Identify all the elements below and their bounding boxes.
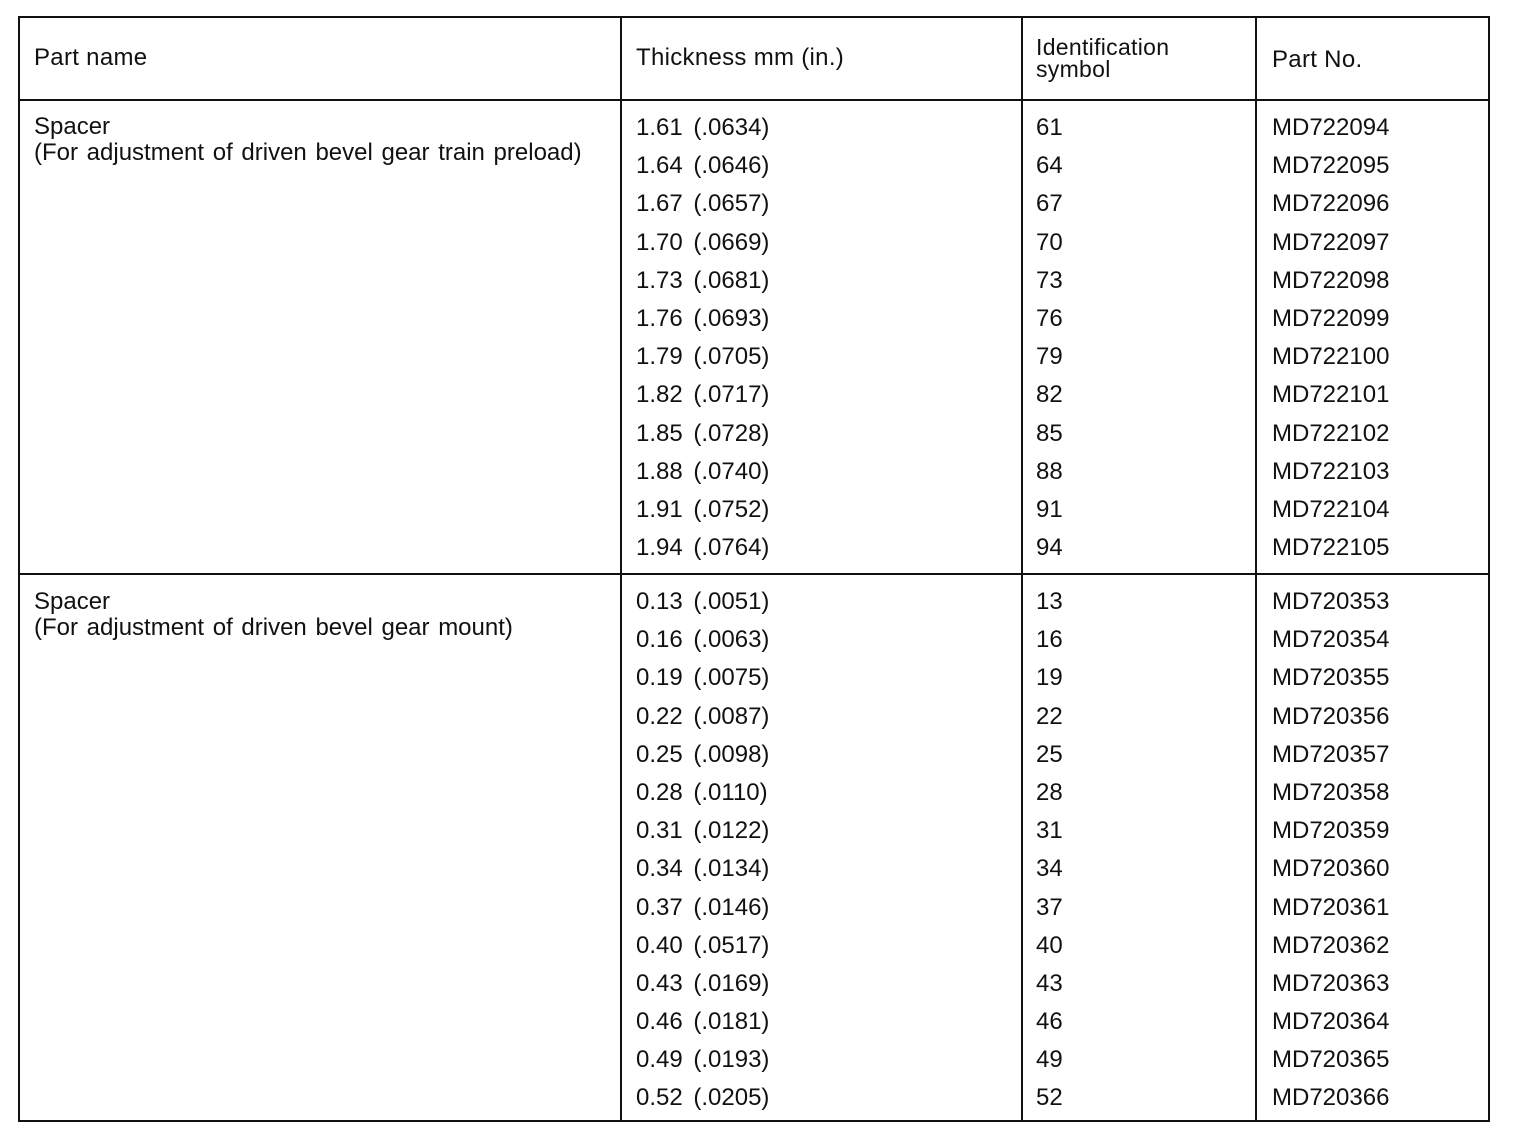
thickness-cell: 0.46 (.0181) xyxy=(636,1008,770,1036)
symbol-cell: 73 xyxy=(1036,266,1063,294)
group2-part-no-list xyxy=(1272,589,1389,1124)
group1-symbol-list xyxy=(1036,115,1063,573)
symbol-cell: 52 xyxy=(1036,1084,1063,1112)
part-no-cell: MD722105 xyxy=(1272,534,1390,562)
symbol-cell: 34 xyxy=(1036,855,1063,883)
symbol-cell: 16 xyxy=(1036,626,1063,654)
symbol-cell: 94 xyxy=(1036,534,1063,562)
group2-thickness-list xyxy=(636,589,769,1124)
symbol-cell: 28 xyxy=(1036,778,1063,806)
group2-part-title: Spacer xyxy=(34,588,111,615)
part-no-cell: MD720353 xyxy=(1272,588,1390,615)
part-no-cell: MD722097 xyxy=(1272,228,1390,256)
symbol-cell: 76 xyxy=(1036,304,1063,332)
thickness-cell: 1.94 (.0764) xyxy=(636,534,770,562)
part-no-cell: MD722103 xyxy=(1272,457,1390,485)
symbol-cell: 25 xyxy=(1036,740,1063,768)
thickness-cell: 1.76 (.0693) xyxy=(636,304,770,332)
part-no-cell: MD720363 xyxy=(1272,969,1390,997)
symbol-cell: 49 xyxy=(1036,1046,1063,1074)
thickness-cell: 1.73 (.0681) xyxy=(636,266,770,294)
part-no-cell: MD720354 xyxy=(1272,626,1390,654)
part-no-cell: MD722102 xyxy=(1272,419,1390,447)
thickness-cell: 1.61 (.0634) xyxy=(636,114,770,141)
part-no-cell: MD720359 xyxy=(1272,817,1390,845)
part-no-cell: MD722104 xyxy=(1272,495,1390,523)
thickness-cell: 0.49 (.0193) xyxy=(636,1046,770,1074)
symbol-cell: 82 xyxy=(1036,381,1063,409)
part-no-cell: MD720355 xyxy=(1272,664,1390,692)
thickness-cell: 1.82 (.0717) xyxy=(636,381,770,409)
column-divider-3 xyxy=(1255,18,1257,1120)
part-no-cell: MD722094 xyxy=(1272,114,1390,141)
thickness-cell: 0.40 (.0517) xyxy=(636,931,770,959)
thickness-cell: 1.64 (.0646) xyxy=(636,152,770,180)
symbol-cell: 85 xyxy=(1036,419,1063,447)
thickness-cell: 0.25 (.0098) xyxy=(636,740,770,768)
header-thickness: Thickness mm (in.) xyxy=(636,44,845,71)
part-no-cell: MD722099 xyxy=(1272,304,1390,332)
thickness-cell: 0.22 (.0087) xyxy=(636,702,770,730)
thickness-cell: 0.34 (.0134) xyxy=(636,855,770,883)
thickness-cell: 0.16 (.0063) xyxy=(636,626,770,654)
header-id-symbol-line2: symbol xyxy=(1036,56,1111,82)
header-part-name: Part name xyxy=(34,44,148,71)
symbol-cell: 13 xyxy=(1036,588,1063,615)
symbol-cell: 64 xyxy=(1036,152,1063,180)
symbol-cell: 79 xyxy=(1036,343,1063,371)
thickness-cell: 1.85 (.0728) xyxy=(636,419,770,447)
header-id-symbol xyxy=(1036,36,1169,80)
thickness-cell: 1.70 (.0669) xyxy=(636,228,770,256)
part-no-cell: MD720360 xyxy=(1272,855,1390,883)
part-no-cell: MD720362 xyxy=(1272,931,1390,959)
column-divider-1 xyxy=(620,18,622,1120)
header-divider xyxy=(20,99,1488,101)
symbol-cell: 70 xyxy=(1036,228,1063,256)
group1-part-no-list xyxy=(1272,115,1389,573)
header-part-no: Part No. xyxy=(1272,46,1363,73)
thickness-cell: 1.67 (.0657) xyxy=(636,190,770,218)
thickness-cell: 1.91 (.0752) xyxy=(636,495,770,523)
thickness-cell: 1.88 (.0740) xyxy=(636,457,770,485)
thickness-cell: 0.37 (.0146) xyxy=(636,893,770,921)
symbol-cell: 88 xyxy=(1036,457,1063,485)
part-no-cell: MD720357 xyxy=(1272,740,1390,768)
header-id-symbol-line1: Identification xyxy=(1036,34,1170,60)
group2-symbol-list xyxy=(1036,589,1063,1124)
symbol-cell: 91 xyxy=(1036,495,1063,523)
symbol-cell: 46 xyxy=(1036,1008,1063,1036)
symbol-cell: 19 xyxy=(1036,664,1063,692)
part-no-cell: MD722095 xyxy=(1272,152,1390,180)
group1-part-title: Spacer xyxy=(34,113,111,140)
symbol-cell: 67 xyxy=(1036,190,1063,218)
thickness-cell: 0.31 (.0122) xyxy=(636,817,770,845)
group2-part-name xyxy=(34,589,594,641)
thickness-cell: 0.43 (.0169) xyxy=(636,969,770,997)
symbol-cell: 37 xyxy=(1036,893,1063,921)
part-no-cell: MD720356 xyxy=(1272,702,1390,730)
thickness-cell: 1.79 (.0705) xyxy=(636,343,770,371)
symbol-cell: 22 xyxy=(1036,702,1063,730)
part-no-cell: MD722096 xyxy=(1272,190,1390,218)
symbol-cell: 40 xyxy=(1036,931,1063,959)
symbol-cell: 31 xyxy=(1036,817,1063,845)
group2-part-description: (For adjustment of driven bevel gear mount) xyxy=(34,614,513,641)
thickness-cell: 0.19 (.0075) xyxy=(636,664,770,692)
part-no-cell: MD720361 xyxy=(1272,893,1390,921)
part-no-cell: MD720366 xyxy=(1272,1084,1390,1112)
part-no-cell: MD722098 xyxy=(1272,266,1390,294)
thickness-cell: 0.52 (.0205) xyxy=(636,1084,770,1112)
group1-thickness-list xyxy=(636,115,769,573)
part-no-cell: MD722101 xyxy=(1272,381,1390,409)
group1-part-description: (For adjustment of driven bevel gear train preload) xyxy=(34,139,582,166)
part-no-cell: MD720358 xyxy=(1272,778,1390,806)
symbol-cell: 61 xyxy=(1036,114,1063,141)
thickness-cell: 0.28 (.0110) xyxy=(636,778,768,806)
column-divider-2 xyxy=(1021,18,1023,1120)
parts-table xyxy=(18,16,1490,1122)
group-divider xyxy=(20,573,1488,575)
part-no-cell: MD720364 xyxy=(1272,1008,1390,1036)
symbol-cell: 43 xyxy=(1036,969,1063,997)
part-no-cell: MD722100 xyxy=(1272,343,1390,371)
group1-part-name xyxy=(34,114,594,166)
part-no-cell: MD720365 xyxy=(1272,1046,1390,1074)
thickness-cell: 0.13 (.0051) xyxy=(636,588,770,615)
